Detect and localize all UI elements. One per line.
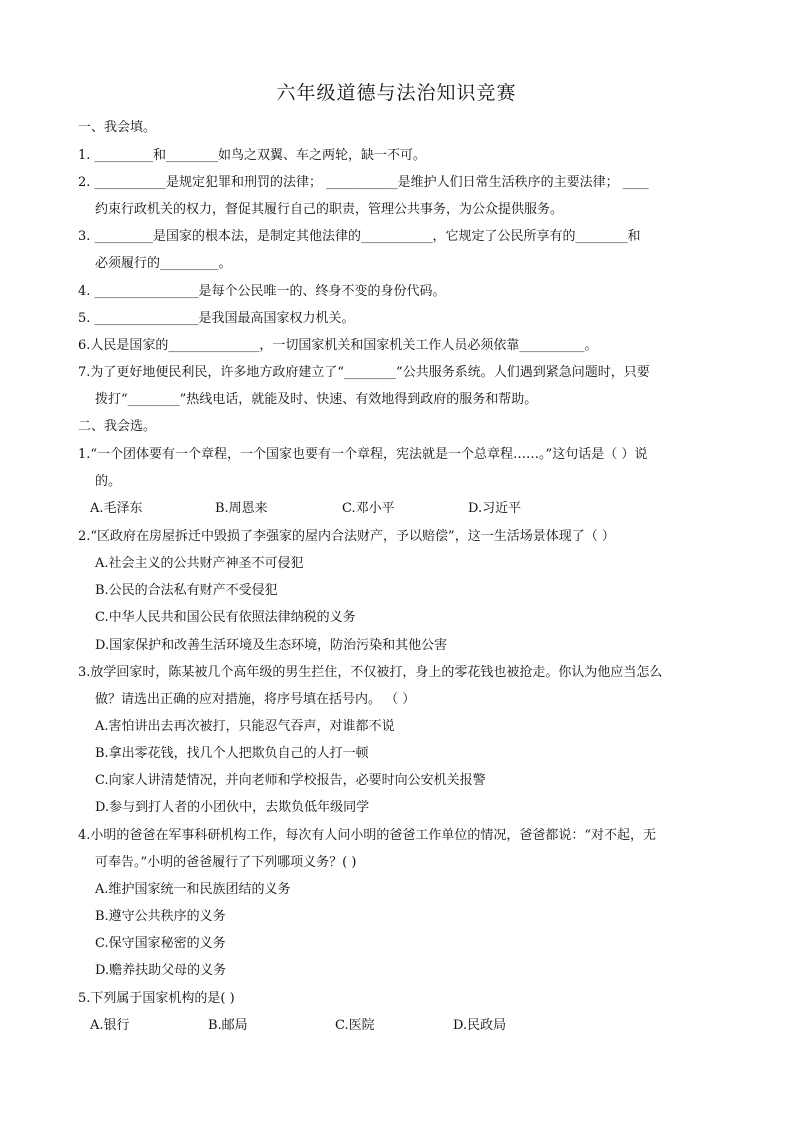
- text-line-q2a: A.社会主义的公共财产神圣不可侵犯: [95, 556, 304, 571]
- text-line-q2c: C.中华人民共和国公民有依照法律纳税的义务: [95, 610, 356, 625]
- text-line-q2d: D.国家保护和改善生活环境及生态环境，防治污染和其他公害: [95, 638, 448, 653]
- q5-option: C.医院: [335, 1018, 375, 1033]
- text-line-q4od: D.赡养扶助父母的义务: [95, 963, 227, 978]
- q5-option: D.民政局: [453, 1018, 507, 1033]
- text-line-f7b: 拨打“________”热线电话，就能及时、快速、有效地得到政府的服务和帮助。: [95, 392, 538, 407]
- text-line-q5: 5.下列属于国家机构的是( ): [78, 991, 235, 1006]
- text-line-q4oa: A.维护国家统一和民族团结的义务: [95, 882, 291, 897]
- text-line-q4a: 4.小明的爸爸在军事科研机构工作，每次有人问小明的爸爸工作单位的情况，爸爸都说：“对不起，无: [78, 828, 657, 843]
- text-line-q2: 2.“区政府在房屋拆迁中毁损了李强家的屋内合法财产，予以赔偿”，这一生活场景体现了（ ）: [78, 529, 615, 544]
- text-line-f4: 4. ________________是每个公民唯一的、终身不变的身份代码。: [78, 284, 446, 299]
- text-line-q4b: 可奉告。”小明的爸爸履行了下列哪项义务？( ): [95, 855, 357, 870]
- text-line-q4oc: C.保守国家秘密的义务: [95, 936, 226, 951]
- text-line-q3ob: B.拿出零花钱，找几个人把欺负自己的人打一顿: [95, 746, 369, 761]
- text-line-f2b: 约束行政机关的权力，督促其履行自己的职责，管理公共事务，为公众提供服务。: [95, 202, 564, 217]
- text-line-f5: 5. ________________是我国最高国家权力机关。: [78, 311, 355, 326]
- page-title: 六年级道德与法治知识竞赛: [276, 82, 517, 104]
- q5-option: B.邮局: [208, 1018, 248, 1033]
- text-line-q3oa: A.害怕讲出去再次被打，只能忍气吞声，对谁都不说: [95, 719, 395, 734]
- text-line-f7a: 7.为了更好地便民利民，许多地方政府建立了“________”公共服务系统。人们遇到紧急问题时，只要: [78, 365, 650, 380]
- text-line-q1a: 1.“一个团体要有一个章程，一个国家也要有一个章程，宪法就是一个总章程……。”这句话是（ ）说: [78, 447, 648, 462]
- text-line-q3oc: C.向家人讲清楚情况，并向老师和学校报告，必要时向公安机关报警: [95, 773, 486, 788]
- text-line-s1: 一、我会填。: [78, 120, 157, 135]
- text-line-q3b: 做？请选出正确的应对措施，将序号填在括号内。 （ ）: [95, 692, 416, 707]
- text-line-q3a: 3.放学回家时，陈某被几个高年级的男生拦住，不仅被打，身上的零花钱也被抢走。你认为他应当怎么: [78, 665, 663, 680]
- text-line-q4ob: B.遵守公共秩序的义务: [95, 909, 226, 924]
- q5-option: A.银行: [90, 1018, 130, 1033]
- text-line-f1: 1. _________和________如鸟之双翼、车之两轮，缺一不可。: [78, 148, 427, 163]
- text-line-q1b: 的。: [95, 474, 122, 489]
- text-line-f3a: 3. _________是国家的根本法，是制定其他法律的___________，它规定了公民所享有的________和: [78, 229, 641, 244]
- q1-option: A.毛泽东: [90, 501, 143, 516]
- text-line-q2b: B.公民的合法私有财产不受侵犯: [95, 583, 278, 598]
- text-line-q3od: D.参与到打人者的小团伙中，去欺负低年级同学: [95, 800, 370, 815]
- q1-option: D.习近平: [468, 501, 522, 516]
- text-line-f3b: 必须履行的_________。: [95, 256, 232, 271]
- text-line-f2a: 2. ___________是规定犯罪和刑罚的法律； ___________是维护人们日常生活秩序的主要法律； ____: [78, 175, 649, 190]
- q1-option: B.周恩来: [215, 501, 268, 516]
- q1-option: C.邓小平: [342, 501, 395, 516]
- text-line-f6: 6.人民是国家的______________，一切国家机关和国家机关工作人员必须依靠__________。: [78, 338, 598, 353]
- text-line-s2: 二、我会选。: [78, 419, 157, 434]
